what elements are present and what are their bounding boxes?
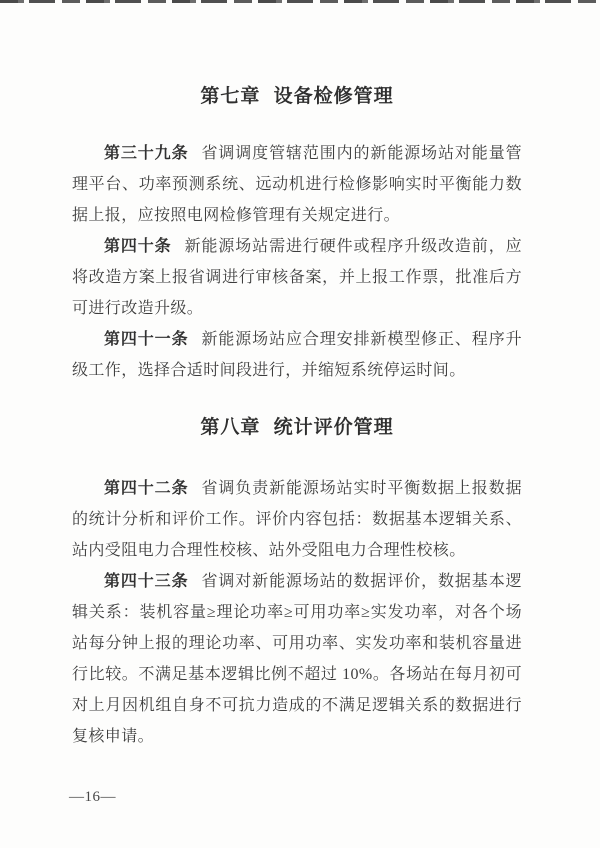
article-42-number: 第四十二条: [104, 480, 189, 497]
article-41-number: 第四十一条: [104, 331, 189, 348]
article-43-number: 第四十三条: [104, 573, 189, 590]
article-41: [72, 324, 522, 386]
chapter-7-title: 第七章 设备检修管理: [200, 86, 394, 107]
article-42-text: 省调负责新能源场站实时平衡数据上报数据的统计分析和评价工作。评价内容包括：数据基本逻辑关系、站内受阻电力合理性校核、站外受阻电力合理性校核。: [72, 480, 522, 559]
article-39-text: 省调调度管辖范围内的新能源场站对能量管理平台、功率预测系统、远动机进行检修影响实时平衡能力数据上报，应按照电网检修管理有关规定进行。: [72, 145, 522, 224]
document-body: [72, 0, 522, 752]
article-40: [72, 231, 522, 324]
article-43-text: 省调对新能源场站的数据评价，数据基本逻辑关系：装机容量≥理论功率≥可用功率≥实发功率，对各个场站每分钟上报的理论功率、可用功率、实发功率和装机容量进行比较。不满足基本逻辑比例不超过 10%。各场站在每月初可对上月因机组自身不可抗力造成的不满足逻辑关系的数据进行复核申请。: [72, 573, 522, 745]
article-40-number: 第四十条: [104, 238, 172, 255]
article-42: [72, 473, 522, 566]
article-41-text: 新能源场站应合理安排新模型修正、程序升级工作，选择合适时间段进行，并缩短系统停运时间。: [72, 331, 522, 379]
page-number: —16—: [69, 789, 116, 805]
article-39: [72, 138, 522, 231]
article-43: [72, 566, 522, 752]
article-40-text: 新能源场站需进行硬件或程序升级改造前，应将改造方案上报省调进行审核备案，并上报工作票，批准后方可进行改造升级。: [72, 238, 522, 317]
article-39-number: 第三十九条: [104, 145, 189, 162]
chapter-8-title: 第八章 统计评价管理: [200, 417, 394, 438]
